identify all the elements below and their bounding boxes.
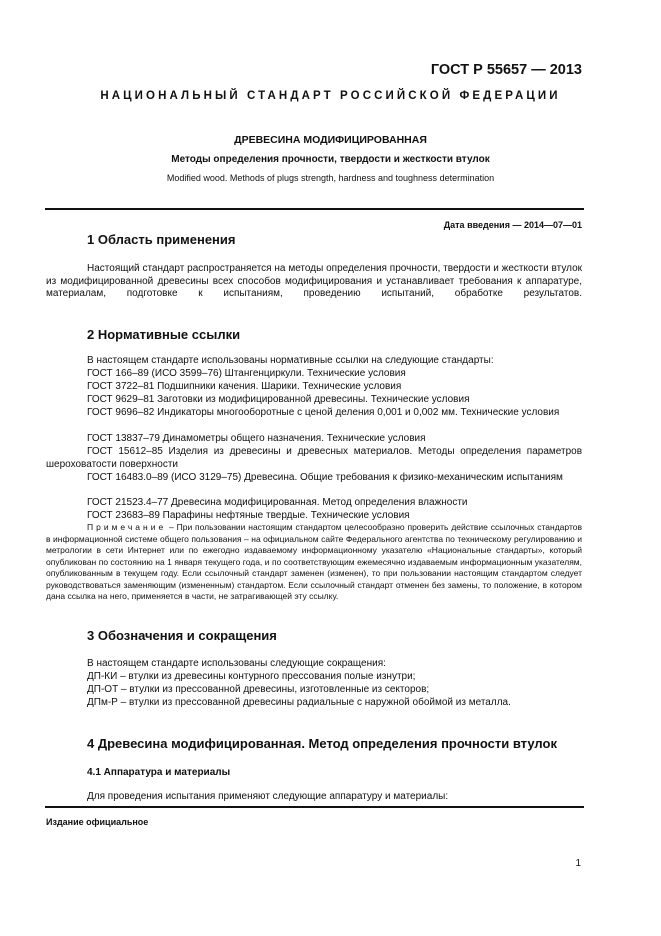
note-text: – При пользовании настоящим стандартом целесообразно проверить действие ссылочных стандартов в информационной системе общего пользования – на официальном сайте Федерального агентства по техническому регулированию и метрологии в сети Интернет или по ежегодно издаваемому информационному указателю «Национальные стандарты», который опубликован по состоянию на 1 января текущего года, и по соответствующим ежемесячно издаваемым информационным указателям, опубликованным в текущем году. Если ссылочный стандарт заменен (изменен), то при пользовании настоящим стандартом следует руководствоваться заменяющим (измененным) стандартом. Если ссылочный стандарт отменен без замены, то положение, в котором дана ссылка на него, применяется в части, не затрагивающей эту ссылку. [46,522,582,601]
page-number: 1 [575,858,581,869]
section-4-1-heading: 4.1 Аппаратура и материалы [87,767,231,778]
document-english-title: Modified wood. Methods of plugs strength, hardness and toughness determination [166,173,495,183]
abbreviation-item: ДП-КИ – втулки из древесины контурного прессования полые изнутри; [87,671,416,682]
introduction-date: Дата введения — 2014—07—01 [443,220,582,230]
title-divider [45,208,584,210]
note-label: Примечание [87,522,167,532]
national-standard-title: НАЦИОНАЛЬНЫЙ СТАНДАРТ РОССИЙСКОЙ ФЕДЕРАЦИИ [100,90,561,102]
document-title: ДРЕВЕСИНА МОДИФИЦИРОВАННАЯ [234,134,427,146]
reference-item: ГОСТ 13837–79 Динамометры общего назначения. Технические условия [87,433,426,444]
section-4-1-text: Для проведения испытания применяют следующие аппаратуру и материалы: [87,791,449,802]
reference-item: ГОСТ 9629–81 Заготовки из модифицированной древесины. Технические условия [87,394,470,405]
section-3-intro: В настоящем стандарте использованы следующие сокращения: [87,658,386,669]
section-1-heading: 1 Область применения [87,232,236,247]
section-2-intro: В настоящем стандарте использованы нормативные ссылки на следующие стандарты: [87,355,494,366]
section-4-heading: 4 Древесина модифицированная. Метод определения прочности втулок [87,736,557,751]
reference-item: ГОСТ 9696–82 Индикаторы многооборотные с ценой деления 0,001 и 0,002 мм. Технические условия [87,407,560,418]
reference-item: ГОСТ 15612–85 Изделия из древесины и древесных материалов. Методы определения параметров шероховатости поверхности [46,446,582,470]
abbreviation-item: ДП-ОТ – втулки из прессованной древесины, изготовленные из секторов; [87,684,430,695]
section-1-text: Настоящий стандарт распространяется на методы определения прочности, твердости и жесткости втулок из модифицированной древесины всех способов модифицирования и устанавливает требования к аппаратуре, материалам, подготовке к испытаниям, проведению испытаний, обработке результатов. [46,263,582,299]
section-2-heading: 2 Нормативные ссылки [87,327,241,342]
reference-item: ГОСТ 21523.4–77 Древесина модифицированная. Метод определения влажности [87,497,468,508]
abbreviation-item: ДПм-Р – втулки из прессованной древесины радиальные с наружной обоймой из металла. [87,697,511,708]
reference-item: ГОСТ 16483.0–89 (ИСО 3129–75) Древесина. Общие требования к физико-механическим испытаниям [87,472,563,483]
document-subtitle: Методы определения прочности, твердости и жесткости втулок [171,154,490,165]
references-note [46,522,582,603]
reference-item: ГОСТ 3722–81 Подшипники качения. Шарики. Технические условия [87,381,402,392]
reference-item: ГОСТ 166–89 (ИСО 3599–76) Штангенциркули. Технические условия [87,368,406,379]
footer-divider [45,806,584,808]
edition-label: Издание официальное [46,817,149,827]
reference-item: ГОСТ 23683–89 Парафины нефтяные твердые. Технические условия [87,510,410,521]
standard-code: ГОСТ Р 55657 — 2013 [430,62,582,78]
section-3-heading: 3 Обозначения и сокращения [87,628,277,643]
